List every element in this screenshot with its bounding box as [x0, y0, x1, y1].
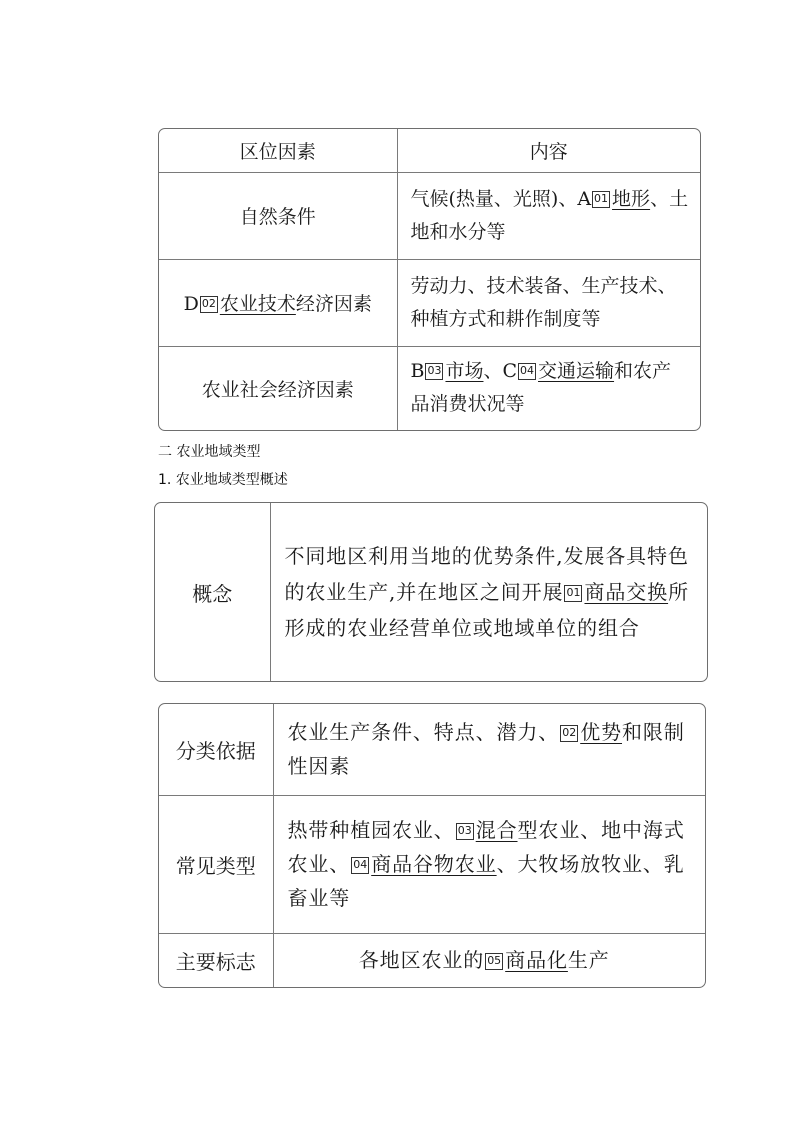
- factor-social-economic: 农业社会经济因素: [159, 346, 397, 430]
- answer-advantage: 优势: [580, 720, 623, 745]
- text: 、C: [483, 360, 518, 383]
- concept-table: [154, 502, 708, 682]
- types-label: 常见类型: [159, 795, 273, 933]
- marker-label: 主要标志: [159, 933, 273, 987]
- text: 热带种植园农业、: [287, 818, 455, 842]
- concept-label: 概念: [155, 503, 270, 681]
- answer-commercial-grain: 商品谷物农业: [371, 852, 497, 876]
- text: 不同地区利用当地的优势条件,发展各具特色的农业生产,并在地区之间开展: [284, 544, 689, 604]
- blank-number-03: 03: [456, 823, 474, 840]
- answer-terrain: 地形: [612, 187, 651, 210]
- answer-commodity-exchange: 商品交换: [584, 580, 669, 604]
- text: 和限制性因素: [287, 720, 685, 779]
- text: 气候(热量、光照)、A: [410, 187, 592, 210]
- answer-commercialization: 商品化: [505, 948, 568, 973]
- basis-content: [273, 704, 705, 795]
- text: 、大牧场放牧业、乳畜业等: [287, 852, 685, 910]
- blank-number-01: 01: [564, 585, 582, 602]
- types-content: [273, 795, 705, 933]
- basis-label: 分类依据: [159, 704, 273, 795]
- text: 所形成的农业经营单位或地域单位的组合: [284, 580, 689, 640]
- text: 经济因素: [295, 293, 372, 315]
- text: 、土地和水分等: [410, 187, 689, 243]
- location-factors-table: [158, 128, 701, 431]
- blank-number-04: 04: [518, 363, 536, 380]
- answer-mixed: 混合: [475, 818, 518, 842]
- blank-number-03: 03: [425, 363, 443, 380]
- header-content: 内容: [397, 129, 700, 172]
- blank-number-04: 04: [351, 857, 369, 874]
- text: 各地区农业的: [358, 948, 485, 973]
- concept-content: [270, 503, 707, 681]
- answer-agri-tech: 农业技术: [219, 293, 296, 315]
- content-social-economic: [397, 346, 700, 430]
- text: B: [410, 360, 425, 383]
- answer-market: 市场: [445, 360, 484, 383]
- subsection-heading: 1. 农业地域类型概述: [158, 472, 288, 488]
- content-natural: [397, 172, 700, 259]
- text: 生产: [567, 948, 610, 973]
- text: 农业生产条件、特点、潜力、: [287, 720, 560, 745]
- text: 和农产品消费状况等: [410, 360, 672, 416]
- answer-transport: 交通运输: [538, 360, 615, 383]
- content-tech-economic: 劳动力、技术装备、生产技术、种植方式和耕作制度等: [397, 259, 700, 346]
- text: 型农业、地中海式农业、: [287, 818, 685, 876]
- section-heading: 二 农业地域类型: [158, 444, 261, 460]
- blank-number-02: 02: [200, 296, 218, 313]
- factor-tech-economic: [159, 259, 397, 346]
- classification-table: [158, 703, 706, 988]
- text: D: [183, 293, 199, 315]
- marker-content: [273, 933, 705, 987]
- factor-natural: 自然条件: [159, 172, 397, 259]
- blank-number-02: 02: [560, 725, 578, 742]
- blank-number-05: 05: [485, 953, 503, 970]
- blank-number-01: 01: [592, 191, 610, 208]
- header-factor: 区位因素: [159, 129, 397, 172]
